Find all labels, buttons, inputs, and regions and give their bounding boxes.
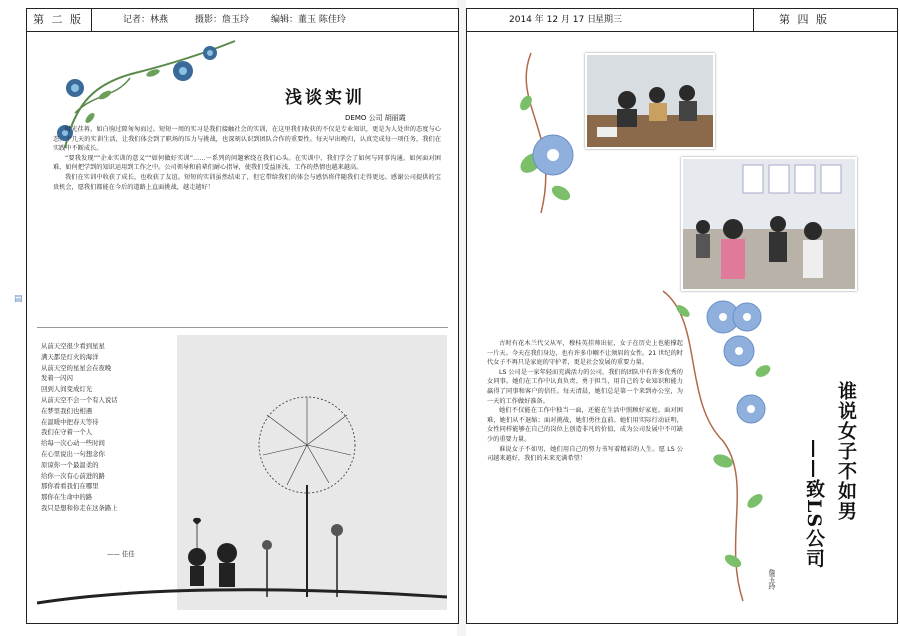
poem-line: 从前天空不会一个有人说话 bbox=[41, 395, 118, 404]
left-page bbox=[26, 8, 459, 624]
document-icon: ▤ bbox=[14, 294, 23, 304]
poem-line: 满天都是灯火的海洋 bbox=[41, 352, 99, 361]
team-photo-image bbox=[683, 159, 855, 289]
article-paragraph: “要我发现”“企业实训的意义”“如何做好实训”……一系列的问题萦绕在我们心头。在实训中，我们学会了如何与同事沟通，如何面对困难，如何把学到的知识运用到工作之中。公司领导和前辈们耐心指导，使我们受益匪浅，工作的热情也越来越高。 bbox=[53, 154, 441, 172]
article-title-line2: ——致LS公司 bbox=[803, 439, 825, 569]
reporter-credit: 记者：林燕 bbox=[123, 15, 169, 25]
poem-line: 那你在生命中的路 bbox=[41, 493, 93, 502]
article-author: 詹玉玲 bbox=[768, 569, 776, 590]
article-body bbox=[53, 125, 441, 192]
poem-line: 回到人间变成灯光 bbox=[41, 385, 93, 394]
right-section-label: 第 四 版 bbox=[779, 13, 829, 26]
poem-line: 给每一次心动一些时间 bbox=[41, 439, 105, 448]
poem-line: 从前天空很少看到星星 bbox=[41, 342, 105, 350]
article-paragraph: 谁说女子不如男，她们用自己的努力书写着精彩的人生。愿 LS 公司越来越好，我们的未来充满希望！ bbox=[487, 445, 683, 463]
editor-credit: 编辑：董玉 陈佳玲 bbox=[271, 15, 346, 25]
section-divider bbox=[37, 327, 448, 328]
article-paragraph: 时光荏苒，如白驹过隙匆匆而过。短短一周的实习是我们接触社会的实训，在这里我们收获的不仅是专业知识，更是为人处世的态度与心态。十几天的实训生活，让我们体会到了职场的压力与挑战，也深刻认识到团队合作的重要性。每天早出晚归，认真完成每一项任务，我们在实践中不断成长。 bbox=[53, 126, 441, 153]
article-paragraph: LS 公司是一家年轻而充满活力的公司，我们的团队中有许多优秀的女同事。她们在工作中认真负责、勇于担当，用自己的专业知识和能力赢得了同事和客户的信任。每天清晨，她们总是第一个来到办公室，为一天的工作做好准备。 bbox=[487, 368, 683, 405]
article-title: 浅谈实训 bbox=[285, 88, 365, 108]
meeting-photo-image bbox=[587, 55, 713, 147]
meeting-photo bbox=[585, 53, 715, 149]
article-title-line1: 谁说女子不如男 bbox=[835, 381, 857, 521]
poem-line: 原谅你一个最温柔的 bbox=[41, 460, 99, 469]
poem-line: 那你看看我们在哪里 bbox=[41, 482, 99, 491]
poem-line: 给你一次有心前进的路 bbox=[41, 471, 105, 480]
poem-line: 我只是想和你走在这条路上 bbox=[41, 503, 118, 512]
left-header bbox=[27, 9, 458, 32]
article-paragraph: 她们不仅能在工作中独当一面，还能在生活中照顾好家庭。面对困难，她们从不退缩；面对挑战，她们勇往直前。她们用实际行动证明，女性同样能够在自己的岗位上创造非凡的价值，成为公司发展中不可缺少的重要力量。 bbox=[487, 407, 683, 443]
morning-glory-vine bbox=[501, 43, 591, 223]
team-photo bbox=[681, 157, 857, 291]
poem-line: 在心里说出一句想念你 bbox=[41, 449, 105, 458]
left-section-label: 第 二 版 bbox=[33, 13, 83, 26]
poem-line: 发着一闪闪 bbox=[41, 374, 73, 383]
poem-line: 我们在守着一个人 bbox=[41, 428, 93, 437]
poem-signature: —— 佳佳 bbox=[107, 550, 135, 558]
poem-line: 从前天空的星星会在夜晚 bbox=[41, 363, 112, 372]
issue-weekday: 星期三 bbox=[595, 15, 623, 25]
right-header bbox=[467, 9, 897, 32]
poem-line: 在温暖中把春天等待 bbox=[41, 417, 99, 426]
poem bbox=[41, 341, 181, 514]
right-page bbox=[466, 8, 898, 624]
right-article-body bbox=[487, 339, 683, 464]
poem-line: 在梦里我们也相遇 bbox=[41, 406, 93, 415]
article-author: DEMO 公司 胡丽霞 bbox=[345, 114, 406, 122]
photo-credit: 摄影：詹玉玲 bbox=[195, 15, 250, 25]
issue-date: 2014 年 12 月 17 日 bbox=[509, 15, 597, 25]
article-paragraph: 古时有花木兰代父从军，穆桂英挂帅出征，女子在历史上也能撑起一片天。今天在我们身边，也有许多巾帼不让须眉的女性。21 世纪的时代女子不再只是家庭的守护者，更是社会发展的重要力量。 bbox=[487, 340, 683, 367]
article-paragraph: 我们在实训中收获了成长，也收获了友谊。短短的实训虽然结束了，但它带给我们的体会与感悟将伴随我们走得更远。感谢公司提供的宝贵机会，愿我们都能在今后的道路上直面挑战，越走越好！ bbox=[53, 173, 441, 191]
